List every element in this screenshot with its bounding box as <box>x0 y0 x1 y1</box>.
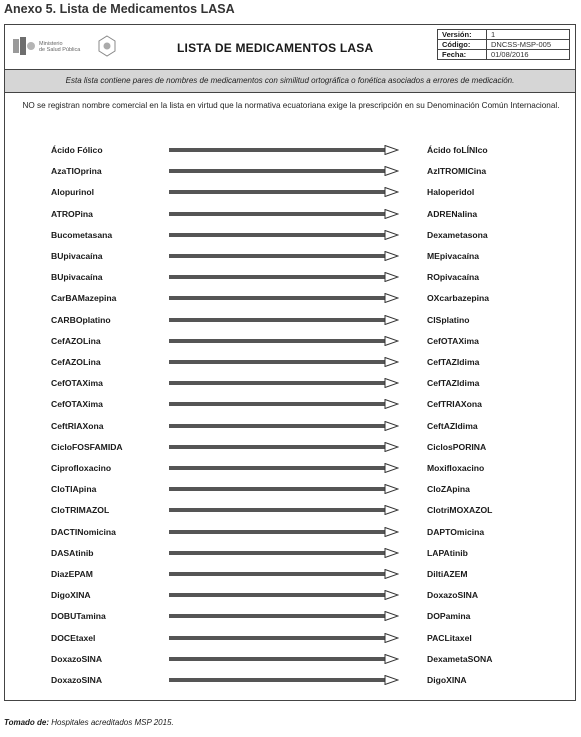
medication-name-left: CloTIApina <box>51 484 97 495</box>
medication-pair-row <box>5 228 575 242</box>
medication-name-right: DexametaSONA <box>427 653 493 664</box>
medication-pair-row <box>5 313 575 327</box>
meta-value: 1 <box>487 30 570 40</box>
medication-name-left: CloTRIMAZOL <box>51 505 110 516</box>
arrow-right-icon <box>169 590 399 600</box>
source-note <box>4 718 174 727</box>
medication-name-right: CefTAZIdima <box>427 357 480 367</box>
medication-name-right: CISplatino <box>427 314 470 325</box>
meta-key: Fecha: <box>438 50 487 60</box>
medication-name-right: Haloperidol <box>427 187 475 198</box>
medication-name-right: ClotriMOXAZOL <box>427 505 493 516</box>
medication-name-left: CefOTAXima <box>51 399 103 410</box>
medication-pair-row <box>5 673 575 687</box>
medication-name-left: DiazEPAM <box>51 569 93 579</box>
medication-name-left: AzaTIOprina <box>51 166 102 177</box>
arrow-right-icon <box>169 187 399 197</box>
medication-name-right: DAPTOmicina <box>427 526 485 537</box>
medication-name-left: Alopurinol <box>51 187 94 198</box>
arrow-right-icon <box>169 378 399 388</box>
medication-name-left: DoxazoSINA <box>51 675 103 685</box>
medication-name-right: LAPAtinib <box>427 547 468 558</box>
arrow-right-icon <box>169 611 399 621</box>
medication-name-left: BUpivacaína <box>51 272 103 283</box>
arrow-right-icon <box>169 569 399 579</box>
arrow-right-icon <box>169 505 399 515</box>
arrow-right-icon <box>169 654 399 664</box>
arrow-right-icon <box>169 675 399 685</box>
medication-pair-row <box>5 270 575 284</box>
arrow-right-icon <box>169 166 399 176</box>
arrow-right-icon <box>169 463 399 473</box>
medication-pair-row <box>5 334 575 348</box>
medication-name-right: DiltiAZEM <box>427 569 468 579</box>
medication-pair-row <box>5 440 575 454</box>
ministry-logo <box>13 33 123 61</box>
medication-name-left: DASAtinib <box>51 547 94 558</box>
meta-row <box>438 40 570 50</box>
arrow-right-icon <box>169 145 399 155</box>
medication-pair-row <box>5 482 575 496</box>
medication-name-right: ADRENalina <box>427 208 478 219</box>
logo-text-line1: Ministerio <box>39 41 63 47</box>
medication-pair-row <box>5 609 575 623</box>
arrow-right-icon <box>169 251 399 261</box>
note-bar: Esta lista contiene pares de nombres de medicamentos con similitud ortográfica o fonética asociados a errores de medicación. <box>5 70 575 93</box>
logo-text <box>39 41 80 53</box>
document-header <box>5 25 575 70</box>
medication-pair-row <box>5 376 575 390</box>
medication-name-right: CeftAZIdima <box>427 420 478 431</box>
medication-name-right: MEpivacaína <box>427 251 480 261</box>
medication-pair-row <box>5 164 575 178</box>
arrow-right-icon <box>169 315 399 325</box>
medication-name-right: DoxazoSINA <box>427 590 479 601</box>
medication-pair-row <box>5 185 575 199</box>
arrow-right-icon <box>169 293 399 303</box>
medication-name-left: CefAZOLina <box>51 357 101 367</box>
medication-name-left: CefOTAXima <box>51 378 103 389</box>
medication-name-left: DOCEtaxel <box>51 632 96 643</box>
medication-pair-row <box>5 249 575 263</box>
medication-pair-row <box>5 503 575 517</box>
arrow-right-icon <box>169 442 399 452</box>
document-frame <box>4 24 576 701</box>
medication-name-right: ROpivacaína <box>427 272 480 283</box>
medication-name-right: CefOTAXima <box>427 335 479 346</box>
medication-name-left: Ciprofloxacino <box>51 463 112 473</box>
medication-name-left: DACTINomicina <box>51 526 116 537</box>
medication-pair-row <box>5 588 575 602</box>
medication-name-right: CefTAZIdima <box>427 378 480 389</box>
medication-name-left: ATROPina <box>51 208 93 219</box>
arrow-right-icon <box>169 484 399 494</box>
medication-name-right: Ácido foLÍNIco <box>427 145 488 155</box>
medication-name-left: CARBOplatino <box>51 314 111 325</box>
medication-name-left: DigoXINA <box>51 590 91 601</box>
medication-name-right: CefTRIAXona <box>427 399 482 410</box>
medication-name-right: CiclosPORINA <box>427 441 487 452</box>
medication-name-right: DigoXINA <box>427 675 467 685</box>
disclaimer: NO se registran nombre comercial en la lista en virtud que la normativa ecuatoriana exige la prescripción en su Denominación Común Internacional. <box>22 101 560 110</box>
ministry-logo-icon <box>13 37 35 55</box>
meta-key: Código: <box>438 40 487 50</box>
seal-icon <box>97 35 117 57</box>
meta-row <box>438 30 570 40</box>
annex-title: Anexo 5. Lista de Medicamentos LASA <box>4 2 235 16</box>
meta-row <box>438 50 570 60</box>
medication-pair-row <box>5 652 575 666</box>
arrow-right-icon <box>169 357 399 367</box>
medication-name-left: DoxazoSINA <box>51 653 103 664</box>
medication-name-left: Ácido Fólico <box>51 145 103 155</box>
medication-name-right: CloZApina <box>427 484 470 495</box>
arrow-right-icon <box>169 399 399 409</box>
medication-pair-row <box>5 631 575 645</box>
meta-value: DNCSS-MSP-005 <box>487 40 570 50</box>
arrow-right-icon <box>169 548 399 558</box>
medication-name-left: CeftRIAXona <box>51 420 104 431</box>
document-title: LISTA DE MEDICAMENTOS LASA <box>177 41 374 55</box>
document-meta-table <box>437 29 570 60</box>
medication-name-right: DOPamina <box>427 611 471 622</box>
medication-name-left: CefAZOLina <box>51 335 101 346</box>
medication-pair-row <box>5 419 575 433</box>
medication-pair-row <box>5 461 575 475</box>
medication-pair-row <box>5 291 575 305</box>
medication-pair-row <box>5 546 575 560</box>
medication-name-left: Bucometasana <box>51 229 113 240</box>
medication-pair-row <box>5 567 575 581</box>
medication-name-right: AzITROMICina <box>427 166 487 177</box>
arrow-right-icon <box>169 633 399 643</box>
arrow-right-icon <box>169 209 399 219</box>
arrow-right-icon <box>169 272 399 282</box>
medication-pair-row <box>5 525 575 539</box>
medication-name-right: Dexametasona <box>427 229 488 240</box>
medication-pair-row <box>5 397 575 411</box>
source-label: Tomado de: <box>4 718 50 727</box>
logo-text-line2: de Salud Pública <box>39 47 81 53</box>
medication-name-right: Moxifloxacino <box>427 463 485 473</box>
medication-pair-row <box>5 143 575 157</box>
arrow-right-icon <box>169 421 399 431</box>
medication-name-left: CicloFOSFAMIDA <box>51 441 123 452</box>
medication-name-right: PACLitaxel <box>427 632 472 643</box>
arrow-right-icon <box>169 230 399 240</box>
meta-value: 01/08/2016 <box>487 50 570 60</box>
medication-name-right: OXcarbazepina <box>427 293 490 304</box>
medication-name-left: BUpivacaína <box>51 251 103 261</box>
source-text: Hospitales acreditados MSP 2015. <box>51 718 174 727</box>
medication-pair-row <box>5 207 575 221</box>
meta-key: Versión: <box>438 30 487 40</box>
medication-pair-row <box>5 355 575 369</box>
arrow-right-icon <box>169 527 399 537</box>
arrow-right-icon <box>169 336 399 346</box>
medication-name-left: CarBAMazepina <box>51 293 117 304</box>
medication-name-left: DOBUTamina <box>51 611 106 622</box>
